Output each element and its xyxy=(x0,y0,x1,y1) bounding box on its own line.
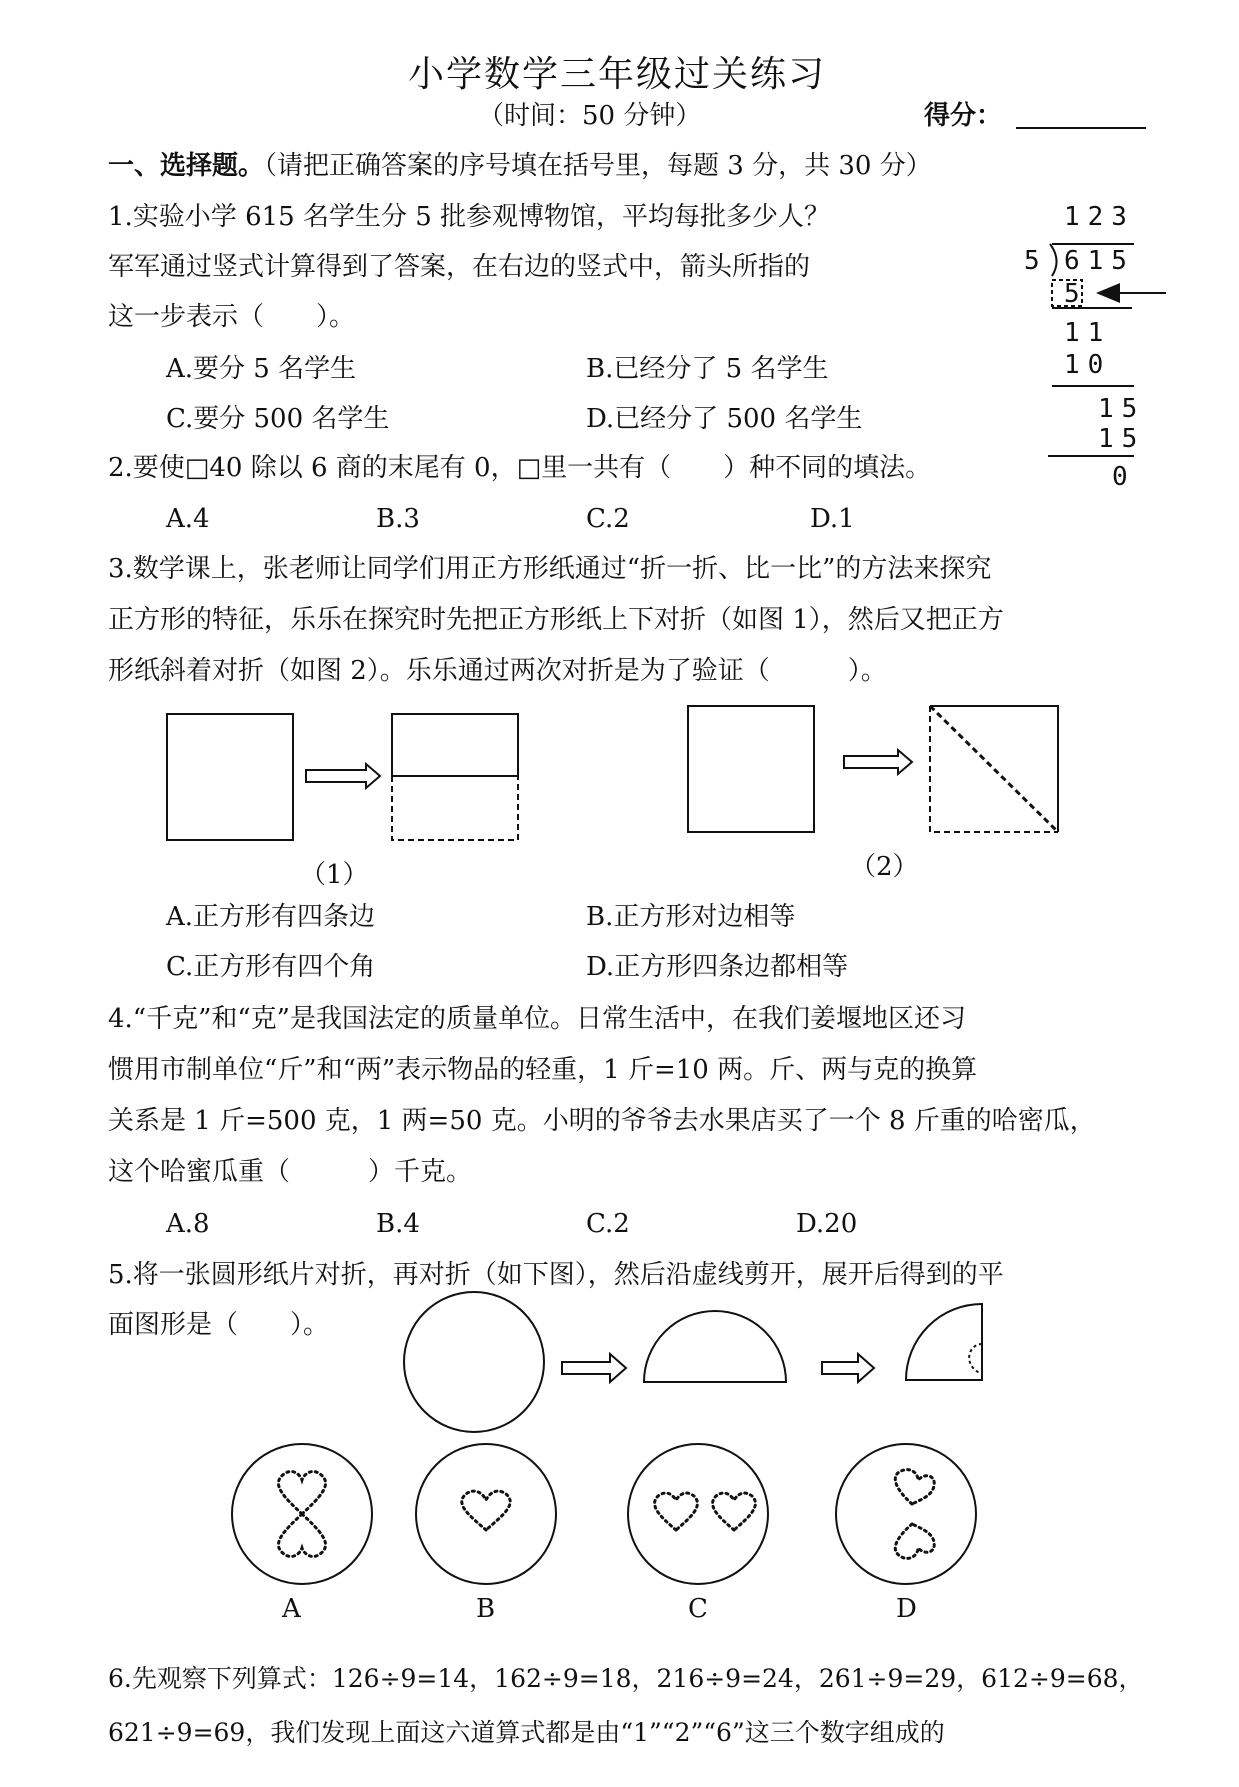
quarter-cut-line xyxy=(969,1344,982,1374)
q1-line3: 这一步表示（ ）。 xyxy=(108,302,356,332)
q4-option-d[interactable]: D.20 xyxy=(796,1209,858,1239)
q1-line2: 军军通过竖式计算得到了答案，在右边的竖式中，箭头所指的 xyxy=(108,252,811,282)
q2-option-c[interactable]: C.2 xyxy=(586,504,630,534)
heart-d-top-icon xyxy=(895,1470,934,1504)
q5-label-d[interactable]: D xyxy=(896,1594,917,1624)
option-d-circle xyxy=(836,1444,976,1584)
section-heading: 一、选择题。 xyxy=(108,151,265,181)
q1-option-b[interactable]: B.已经分了 5 名学生 xyxy=(586,354,829,384)
heart-b-icon xyxy=(462,1491,510,1530)
fig1-square xyxy=(167,714,293,840)
q3-option-d[interactable]: D.正方形四条边都相等 xyxy=(586,952,849,982)
fig2-diagonal xyxy=(930,706,1058,832)
q5-arrow1-icon xyxy=(562,1354,626,1382)
q3-line3: 形纸斜着对折（如图 2）。乐乐通过两次对折是为了验证（ ）。 xyxy=(108,656,887,686)
fig1-folded-top xyxy=(392,714,518,776)
heart-c-right-icon xyxy=(713,1493,756,1530)
division-quotient: 123 xyxy=(1064,202,1135,232)
option-c-circle xyxy=(628,1444,768,1584)
page-title: 小学数学三年级过关练习 xyxy=(408,54,827,95)
q4-option-a[interactable]: A.8 xyxy=(166,1209,210,1239)
fig2-arrow-icon xyxy=(844,750,912,774)
quarter-circle xyxy=(906,1304,982,1380)
heart-d-bottom-icon xyxy=(895,1524,934,1558)
fig2-square xyxy=(688,706,814,832)
q3-option-b[interactable]: B.正方形对边相等 xyxy=(586,902,796,932)
score-label: 得分： xyxy=(924,101,1003,131)
q6-line1: 6.先观察下列算式：126÷9=14，162÷9=18，216÷9=24，261÷9=29，612÷9=68， xyxy=(108,1664,1144,1693)
q2-option-b[interactable]: B.3 xyxy=(376,504,420,534)
heart-c-left-icon xyxy=(655,1493,698,1530)
division-bracket xyxy=(1048,244,1134,456)
half-circle xyxy=(644,1311,786,1382)
q5-label-b[interactable]: B xyxy=(476,1594,496,1624)
section-instruction: （请把正确答案的序号填在括号里，每题 3 分，共 30 分） xyxy=(264,151,932,181)
heart-a-top-icon xyxy=(278,1472,325,1514)
q2-option-d[interactable]: D.1 xyxy=(810,504,855,534)
division-rem2: 15 xyxy=(1098,394,1146,424)
q6-line2: 621÷9=69，我们发现上面这六道算式都是由“1”“2”“6”这三个数字组成的 xyxy=(108,1718,945,1747)
q4-line1: 4.“千克”和“克”是我国法定的质量单位。日常生活中，在我们姜堰地区还习 xyxy=(108,1004,966,1034)
q3-line1: 3.数学课上，张老师让同学们用正方形纸通过“折一折、比一比”的方法来探究 xyxy=(108,554,992,584)
q1-option-c[interactable]: C.要分 500 名学生 xyxy=(166,404,390,434)
fig1-arrow-icon xyxy=(306,764,380,788)
q2-text: 2.要使□40 除以 6 商的末尾有 0，□里一共有（ ）种不同的填法。 xyxy=(108,453,932,483)
q5-arrow2-icon xyxy=(822,1354,874,1382)
fig2-caption: （2） xyxy=(850,852,919,882)
full-circle xyxy=(404,1292,544,1432)
division-final: 0 xyxy=(1112,462,1136,492)
q4-option-b[interactable]: B.4 xyxy=(376,1209,420,1239)
q5-label-a[interactable]: A xyxy=(282,1594,301,1624)
time-limit: （时间：50 分钟） xyxy=(478,101,702,131)
fig1-caption: （1） xyxy=(300,860,369,890)
division-rem1: 11 xyxy=(1064,318,1112,348)
q1-option-d[interactable]: D.已经分了 500 名学生 xyxy=(586,404,863,434)
highlight-box xyxy=(1052,280,1082,306)
division-divisor: 5 xyxy=(1024,246,1048,276)
heart-a-bottom-icon xyxy=(278,1514,325,1556)
q3-option-c[interactable]: C.正方形有四个角 xyxy=(166,952,376,982)
q1-option-a[interactable]: A.要分 5 名学生 xyxy=(166,354,357,384)
q4-option-c[interactable]: C.2 xyxy=(586,1209,630,1239)
division-sub2: 10 xyxy=(1064,350,1112,380)
q3-option-a[interactable]: A.正方形有四条边 xyxy=(166,902,376,932)
division-step1: 5 xyxy=(1064,279,1088,309)
q4-line3: 关系是 1 斤=500 克，1 两=50 克。小明的爷爷去水果店买了一个 8 斤重的哈密瓜， xyxy=(108,1106,1096,1136)
division-sub3: 15 xyxy=(1098,424,1146,454)
q5-line1: 5.将一张圆形纸片对折，再对折（如下图），然后沿虚线剪开，展开后得到的平 xyxy=(108,1260,1004,1290)
option-b-circle xyxy=(416,1444,556,1584)
q4-line2: 惯用市制单位“斤”和“两”表示物品的轻重，1 斤=10 两。斤、两与克的换算 xyxy=(108,1055,978,1085)
division-dividend: 615 xyxy=(1064,246,1135,276)
q2-option-a[interactable]: A.4 xyxy=(166,504,210,534)
q3-line2: 正方形的特征，乐乐在探究时先把正方形纸上下对折（如图 1），然后又把正方 xyxy=(108,605,1004,635)
q5-label-c[interactable]: C xyxy=(688,1594,708,1624)
fig1-folded-dashed xyxy=(392,776,518,840)
q4-line4: 这个哈蜜瓜重（ ）千克。 xyxy=(108,1157,473,1187)
q5-line2: 面图形是（ ）。 xyxy=(108,1310,330,1340)
q1-line1: 1.实验小学 615 名学生分 5 批参观博物馆，平均每批多少人？ xyxy=(108,202,831,232)
